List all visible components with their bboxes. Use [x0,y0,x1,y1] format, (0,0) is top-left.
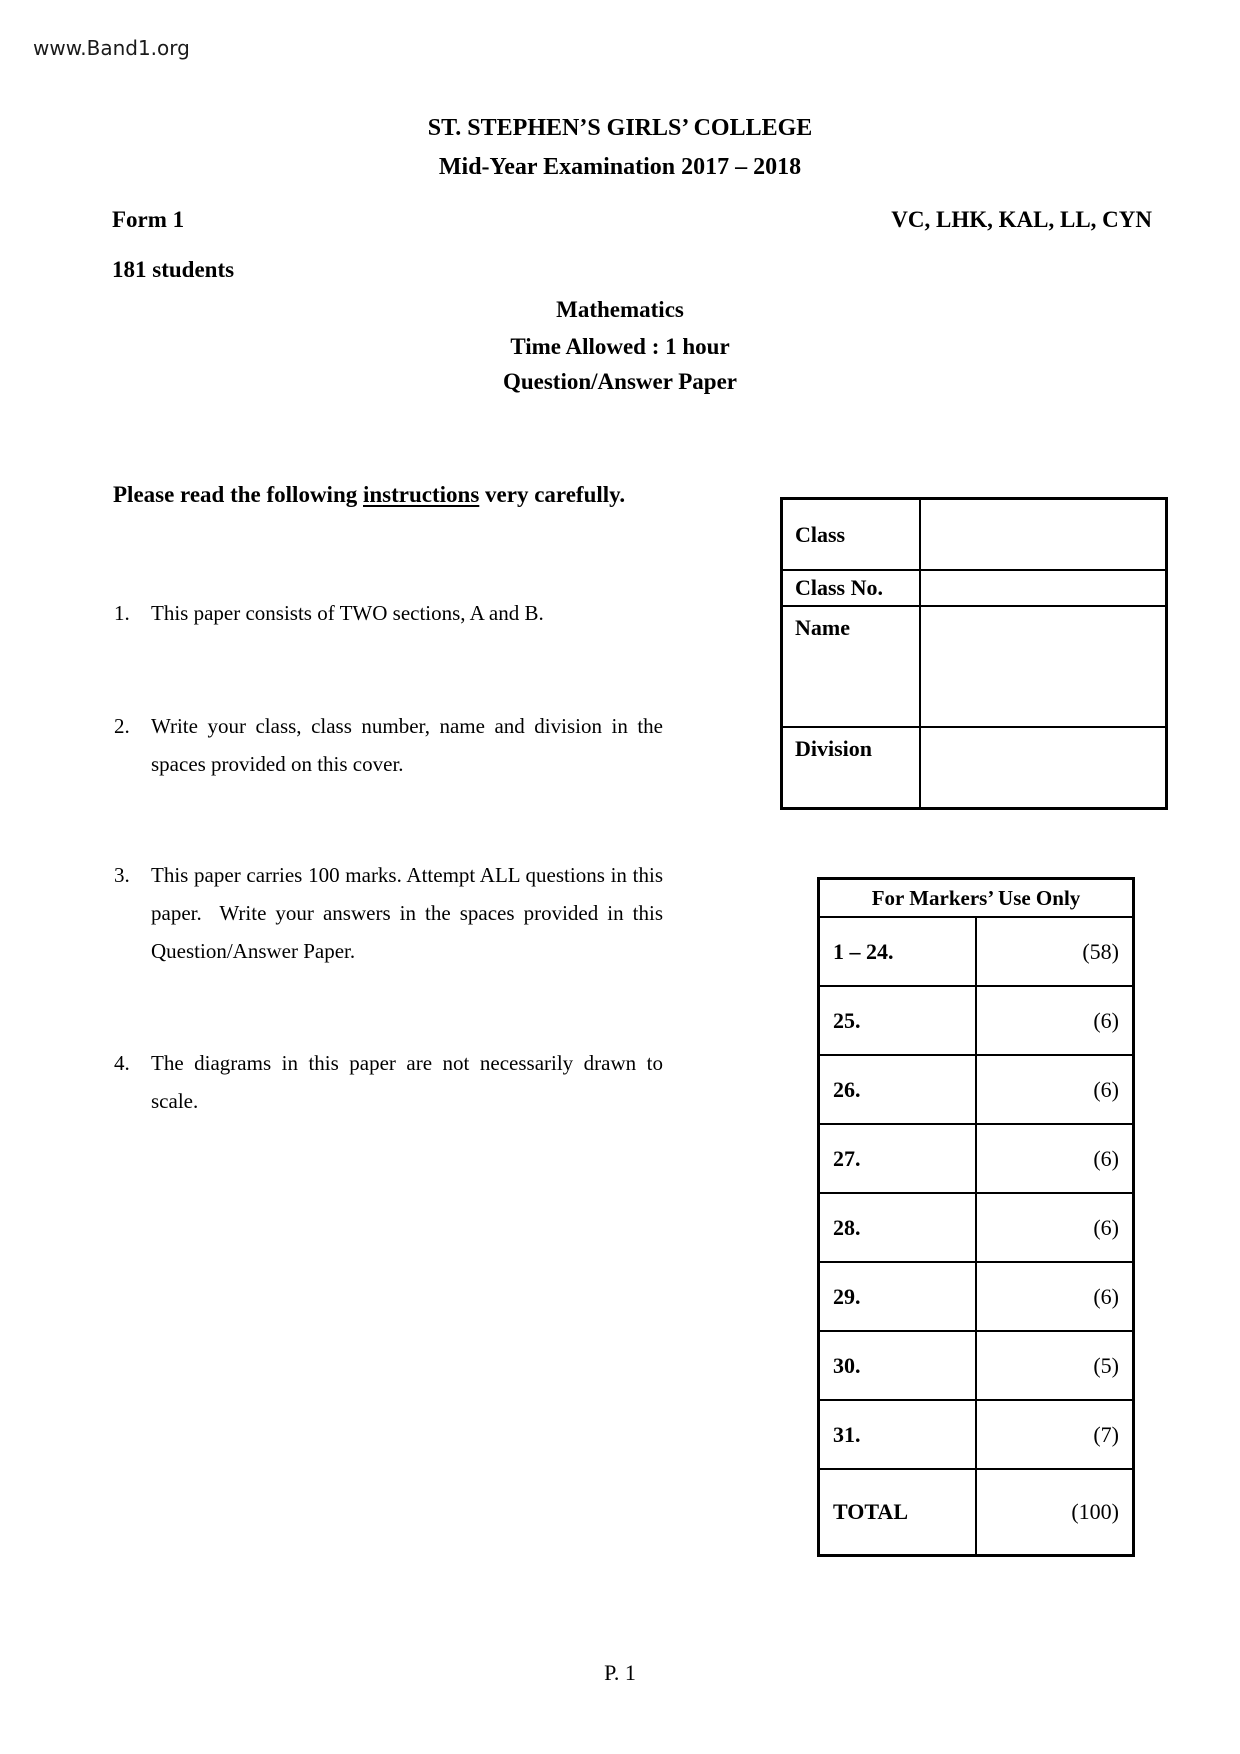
marks-row [819,1262,1134,1331]
instructions-underlined-word: instructions [363,482,480,507]
exam-title: Mid-Year Examination 2017 – 2018 [438,154,802,180]
instruction-number: 2. [114,714,130,738]
marks-row-label: 29. [819,1262,977,1331]
marks-row [819,1124,1134,1193]
marks-row-label: 31. [819,1400,977,1469]
instruction-number: 1. [114,601,130,625]
marks-row-label: 28. [819,1193,977,1262]
paper-type-label: Question/Answer Paper [502,369,738,394]
school-name: ST. STEPHEN’S GIRLS’ COLLEGE [427,115,813,141]
marks-row-label: 1 – 24. [819,917,977,986]
marks-row [819,1193,1134,1262]
instruction-item-1 [114,594,664,632]
instruction-item-2 [114,707,664,783]
instruction-text: Write your class, class number, name and division in the spaces provided on this cover. [151,714,663,776]
marks-row-value: (6) [976,1124,1134,1193]
marks-row-value: (7) [976,1400,1134,1469]
subject-title: Mathematics [556,297,684,322]
class-codes: VC, LHK, KAL, LL, CYN [891,207,1152,232]
info-label-class-no: Class No. [782,570,921,606]
markers-table-title: For Markers’ Use Only [819,879,1134,918]
info-label-class: Class [782,499,921,571]
marks-row-label: 25. [819,986,977,1055]
instruction-number: 4. [114,1051,130,1075]
marks-row [819,986,1134,1055]
marks-row-value: (58) [976,917,1134,986]
page-number: P. 1 [604,1660,636,1685]
marks-row-value: (5) [976,1331,1134,1400]
marks-row [819,1400,1134,1469]
instruction-item-3 [114,856,664,970]
marks-row-value: (6) [976,986,1134,1055]
marks-total-row [819,1469,1134,1556]
instruction-item-4 [114,1044,664,1120]
marks-row [819,1331,1134,1400]
info-input-class [920,499,1167,571]
info-input-class-no [920,570,1167,606]
marks-row [819,917,1134,986]
marks-row-label: 27. [819,1124,977,1193]
info-input-name [920,606,1167,727]
info-label-name: Name [782,606,921,727]
info-label-division: Division [782,727,921,809]
marks-row-value: (6) [976,1055,1134,1124]
info-input-division [920,727,1167,809]
marks-row-value: (6) [976,1193,1134,1262]
instructions-heading-prefix: Please read the following [113,482,363,507]
markers-header-row [819,879,1134,918]
marks-row [819,1055,1134,1124]
instruction-text: This paper consists of TWO sections, A and B. [151,601,544,625]
student-info-box [780,497,1168,810]
time-allowed-label: Time Allowed : 1 hour [510,334,730,359]
instruction-text: The diagrams in this paper are not necessarily drawn to scale. [151,1051,663,1113]
markers-table [817,877,1135,1557]
info-row-name [782,606,1167,727]
marks-row-label: 26. [819,1055,977,1124]
marks-row-value: (100) [976,1469,1134,1556]
info-row-division [782,727,1167,809]
marks-row-value: (6) [976,1262,1134,1331]
watermark-url: www.Band1.org [33,36,190,60]
form-label: Form 1 [112,207,185,232]
instructions-heading [113,482,625,508]
instructions-heading-suffix: very carefully. [479,482,626,507]
info-row-class [782,499,1167,571]
marks-row-label: TOTAL [819,1469,977,1556]
instruction-text: This paper carries 100 marks. Attempt ALL questions in this paper. Write your answers in the spaces provided in this Question/Answer Paper. [151,863,663,963]
student-count: 181 students [112,257,235,282]
marks-row-label: 30. [819,1331,977,1400]
instruction-number: 3. [114,863,130,887]
info-row-class-no [782,570,1167,606]
